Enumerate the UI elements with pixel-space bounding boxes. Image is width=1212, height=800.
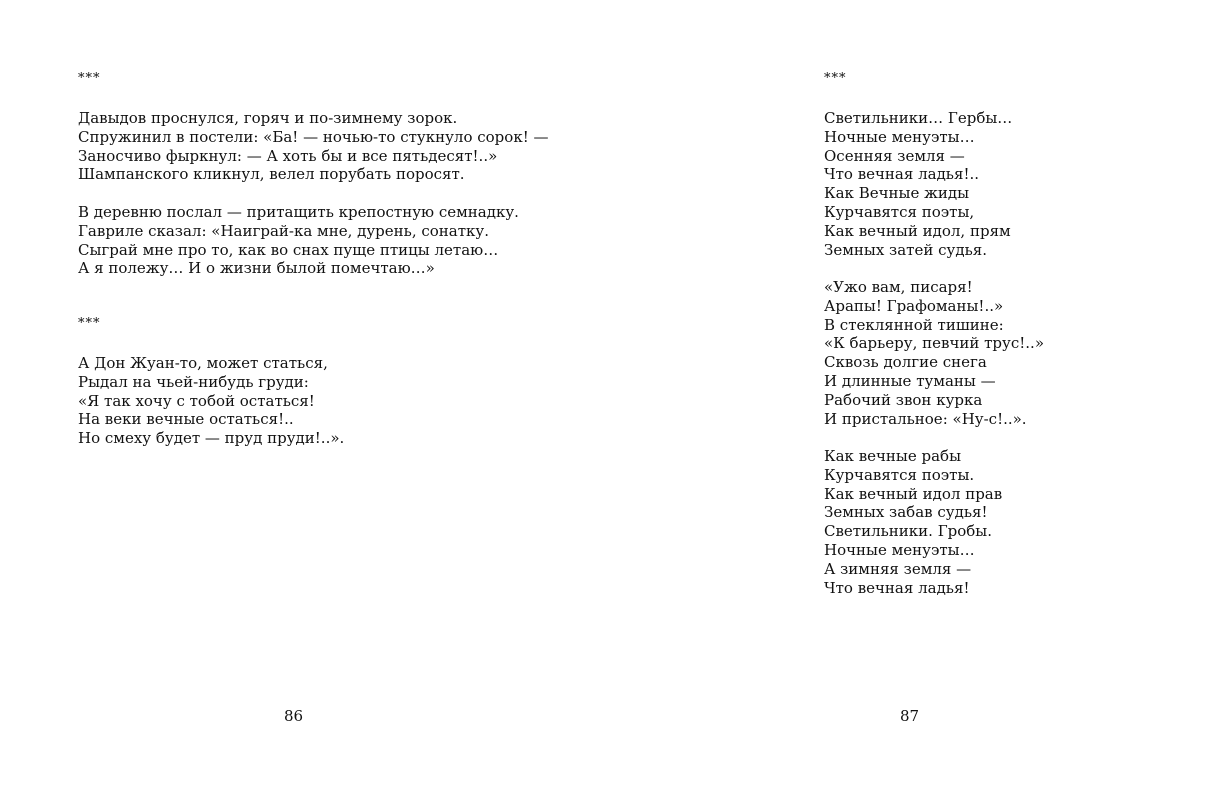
verse-line: Ночные менуэты… (824, 540, 975, 559)
verse-line: Рыдал на чьей-нибудь груди: (78, 372, 309, 391)
verse-line: Курчавятся поэты, (824, 202, 975, 221)
verse-line: «Я так хочу с тобой остаться! (78, 391, 315, 410)
verse-line: Светильники… Гербы… (824, 109, 1013, 127)
verse-line: Что вечная ладья!.. (824, 165, 980, 184)
verse-line: В деревню послал — притащить крепостную семнадку. (78, 203, 519, 221)
stanza (824, 109, 1012, 259)
verse-line: Сквозь долгие снега (824, 353, 987, 372)
verse-line: Давыдов проснулся, горяч и по-зимнему зорок. (78, 109, 458, 127)
verse-line: И пристальное: «Ну-с!..». (824, 409, 1027, 428)
verse-line: На веки вечные остаться!.. (78, 410, 294, 429)
verse-line: Курчавятся поэты. (824, 465, 975, 484)
verse-line: Гавриле сказал: «Наиграй-ка мне, дурень, сонатку. (78, 221, 489, 240)
verse-line: Ночные менуэты… (824, 127, 975, 146)
page-number: 86 (284, 707, 304, 725)
verse-line: Земных забав судья! (824, 503, 988, 522)
verse-line: Земных затей судья. (824, 240, 987, 259)
verse-line: Сыграй мне про то, как во снах пуще птицы летаю… (78, 240, 499, 259)
poem-separator: *** (78, 71, 101, 86)
verse-line: Но смеху будет — пруд пруди!..». (78, 429, 345, 448)
verse-line: Шампанского кликнул, велел порубать поросят. (78, 165, 465, 184)
verse-line: Осенняя земля — (824, 146, 965, 165)
stanza (824, 447, 1002, 597)
verse-line: Арапы! Графоманы!..» (824, 296, 1004, 315)
stanza (78, 354, 344, 448)
verse-line: Как Вечные жиды (824, 184, 970, 203)
verse-line: А Дон Жуан-то, может статься, (78, 354, 328, 372)
verse-line: Светильники. Гробы. (824, 522, 992, 541)
verse-line: В стеклянной тишине: (824, 315, 1004, 334)
verse-line: Заносчиво фыркнул: — А хоть бы и все пятьдесят!..» (78, 146, 498, 165)
page-number: 87 (900, 707, 920, 725)
right-page (606, 0, 1212, 800)
verse-line: Рабочий звон курка (824, 390, 983, 409)
verse-line: «К барьеру, певчий трус!..» (824, 334, 1045, 353)
poem-separator: *** (824, 71, 847, 86)
verse-line: А я полежу… И о жизни былой помечтаю…» (78, 259, 435, 278)
verse-line: Как вечный идол, прям (824, 221, 1011, 240)
verse-line: Спружинил в постели: «Ба! — ночью-то стукнуло сорок! — (78, 127, 549, 146)
stanza (824, 278, 1044, 428)
verse-line: И длинные туманы — (824, 371, 996, 390)
poem-separator: *** (78, 316, 101, 331)
verse-line: «Ужо вам, писаря! (824, 278, 973, 296)
verse-line: Как вечные рабы (824, 447, 962, 465)
verse-line: Что вечная ладья! (824, 578, 970, 597)
verse-line: А зимняя земля — (824, 559, 972, 578)
stanza (78, 109, 549, 184)
verse-line: Как вечный идол прав (824, 484, 1003, 503)
stanza (78, 203, 519, 278)
